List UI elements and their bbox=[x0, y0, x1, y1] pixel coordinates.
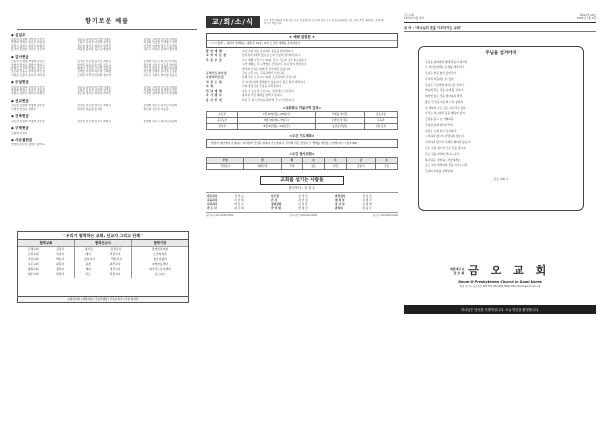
denomination-line-2: 장 로 회 bbox=[453, 270, 465, 275]
table-cell: 청년부 bbox=[207, 123, 238, 129]
news-label: 여 전 도 회 bbox=[206, 79, 222, 84]
staff-name: 한 정 민 bbox=[298, 206, 308, 211]
news-item bbox=[206, 94, 398, 97]
poem-line: 그 자녀들에게도 은혜를 베푸신다. bbox=[425, 65, 465, 70]
partner-name: 노인복지관 bbox=[153, 251, 167, 256]
poem-line: 교만하지 않으며 무례히 행하지 않는다. bbox=[425, 140, 471, 145]
partner-name: 인도 bbox=[85, 272, 91, 277]
partner-name: 태국 bbox=[85, 251, 91, 256]
table-cell: 주방 bbox=[281, 163, 303, 169]
partner-contact: 이목사 bbox=[56, 251, 65, 256]
edu-schedule-title: <교회학교 여름사역 일정> bbox=[282, 106, 322, 111]
offering-name-list: 김동환 김명희 김미경 김상진 박경희 박명수 송민호 이영선 임정숙 정현수 최미숙 한철민 홍성미 황정아 강민수 조은희 bbox=[11, 37, 45, 52]
staff-role: 재 정 부 bbox=[335, 197, 345, 202]
news-text: 각 여전도회별 월례회가 있습니다. 많은 참석 바랍니다. bbox=[242, 79, 306, 84]
table-header-cell: 수 bbox=[303, 158, 325, 164]
table-cell: 8월 3일(화)~7일(토) bbox=[238, 117, 316, 123]
service-table bbox=[206, 157, 398, 170]
offering-name-list: 김동환 김명희 박경희 송민호 이영선 임정숙 정현수 bbox=[11, 104, 45, 111]
offering-name-list: 강성훈 고미경 김민정 김태호 류정희 박준영 신혜영 오세진 이상민 임미현 정수연 조현철 차은주 최성민 하정미 황보영 bbox=[143, 37, 178, 52]
partner-name: 장애인복지회 bbox=[151, 246, 169, 251]
poem-line: 이 세상의 모든 것은 지나가고 있다. bbox=[425, 105, 467, 110]
poem-line: 우리는 하나님의 뜻을 행하며 살자. bbox=[425, 111, 466, 116]
partner-contact: 정선교사 bbox=[109, 267, 121, 272]
poem-signature: - 금오 교회 시 - bbox=[491, 177, 511, 182]
news-item bbox=[206, 99, 398, 102]
founding-date: 1970년 4월 개척 bbox=[404, 17, 424, 21]
table-cell: 주제를 알아봄 bbox=[315, 112, 364, 118]
news-text: 교회 창립기념 주일을 준비합니다. bbox=[242, 84, 282, 89]
offering-name-list: 김동환 김명희 박경희 송민호 이영선 임정숙 정현수 최미숙 한철민 홍성미 황정아 강민수 조은희 김동규 문미란 박소영 서정훈 오현주 윤석진 이미정 bbox=[11, 60, 45, 77]
offering-section-head: ◆ 주일헌금 bbox=[11, 80, 29, 85]
news-text: 수요 예배 오후 7시 30분, 금요 기도회 오후 8시입니다. bbox=[242, 57, 307, 62]
staff-name: 최 은 희 bbox=[234, 206, 244, 211]
partner-name: 예수교회 bbox=[27, 272, 39, 277]
offering-section-body bbox=[11, 86, 203, 96]
offering-name-list bbox=[143, 132, 203, 135]
worship-notice-body: ♡ 7시 월례 ~ 새내기 함께하는 예배 후 10분, 지하 소강당 예배실 공지합니다. bbox=[209, 41, 301, 46]
staff-name: 이 조 현 bbox=[234, 197, 244, 202]
news-text: 지난 주일 새로 등록하신 분들을 환영합니다. bbox=[242, 48, 294, 53]
edu-schedule-table bbox=[206, 111, 398, 129]
staff-grid bbox=[206, 192, 398, 213]
offering-name-list: 김동환 김명희 박경희 송민호 bbox=[11, 119, 45, 123]
news-label: 구역인도자모임 bbox=[206, 70, 227, 75]
news-text: 다음 주 토요일 오후 3시, 본당에서 드립니다. bbox=[242, 88, 295, 93]
staff-name: 김 장 균 bbox=[362, 193, 372, 198]
news-item bbox=[206, 81, 398, 84]
poem-title: 주님을 섬겨야지 bbox=[485, 51, 517, 56]
offering-name-list: 조현철 차은주 최성민 하정미 bbox=[143, 119, 178, 123]
staff-role: 봉 사 부 bbox=[335, 202, 345, 207]
news-text: 담임목사님께서 월요일 노회 모임에 참석하십니다. bbox=[242, 53, 301, 58]
divider bbox=[404, 22, 596, 23]
news-text: 구역 예배는 각 구역별로 모입니다. 속히 참석 바랍니다. bbox=[242, 62, 307, 67]
table-cell: 꽃꽂이 bbox=[346, 163, 376, 169]
partner-row bbox=[18, 273, 74, 278]
divider bbox=[17, 29, 197, 30]
offering-section-body bbox=[11, 60, 203, 77]
staff-role: 선교목사 bbox=[207, 202, 218, 207]
poem-line: 좋은 것 만을 마음에 두어 살아라. bbox=[425, 99, 464, 104]
offering-section-body bbox=[11, 132, 203, 135]
table-cell: 8월 9일(월)~13일(금) bbox=[238, 123, 316, 129]
cover-panel bbox=[404, 14, 596, 314]
poem-box bbox=[418, 46, 584, 211]
table-cell: 청소 bbox=[303, 163, 325, 169]
partner-footer: ◎원정교회 / 재정자료 / 주보간행물 / 기독교선교 / 다른 현지인 bbox=[18, 296, 188, 302]
table-row bbox=[207, 123, 398, 129]
staff-name: 이 지 훈 bbox=[298, 202, 308, 207]
welcome-banner: 하나님은 당신을 사랑하십니다. 오늘 당신을 환영합니다. bbox=[404, 305, 596, 314]
table-cell: 강원 홍천 bbox=[364, 123, 397, 129]
partner-column-head: 협력교회 bbox=[18, 240, 74, 247]
news-list bbox=[206, 50, 398, 103]
poem-lines bbox=[425, 61, 577, 174]
staff-banner: 교회를 섬기는 사람들 bbox=[260, 176, 344, 186]
news-text: 다음 주 봉사 당번을 확인해 주시기 바랍니다. bbox=[242, 97, 295, 102]
staff-role: 간 사 bbox=[271, 197, 278, 202]
table-cell: 농촌봉사활동 bbox=[315, 123, 364, 129]
partner-name: 평화교회 bbox=[27, 267, 39, 272]
poem-line: 주님은 그들에게 찾아오실 것이다. bbox=[425, 82, 465, 87]
contact-item: 담임목사 010-0000-0000 bbox=[206, 214, 234, 218]
news-label bbox=[206, 63, 242, 66]
church-address: 경북 구미시 금오산로 000 TEL 054-000-0000 http://www.geumoch.org bbox=[459, 285, 541, 288]
contact-item: 교회사무실 000-000-0000 bbox=[289, 214, 318, 218]
offering-name-list bbox=[77, 132, 137, 135]
news-label: 국 가 행 사 bbox=[206, 93, 222, 98]
service-title: <주간 봉사위원> bbox=[289, 152, 315, 157]
issue-number: 제102권 26호 bbox=[579, 14, 596, 17]
news-label: 구역리더모임 bbox=[206, 75, 224, 80]
worship-notice bbox=[206, 33, 398, 48]
denomination-line-1: 대한예수교 bbox=[449, 266, 465, 271]
offering-name-list: 김동규 문미란 박소영 서정훈 오현주 윤석진 이미정 장성호 전은영 정진우 최현숙 한지민 허윤정 홍지훈 김은숙 배정미 bbox=[77, 37, 111, 52]
poem-line: 하나님을 사랑하는 자들에게는 bbox=[425, 157, 461, 162]
offering-section-head: ◆ 사순절헌금 bbox=[11, 137, 33, 142]
prayer-text: "범일지 재단에서 운영하는 복지관의 건립을 위하여 기도합니다. 우리의 작은 정성이 큰 열매를 맺기를 소망합니다." (창 1:28) bbox=[206, 139, 398, 148]
news-label: 헌 당 예 배 bbox=[206, 88, 222, 93]
partner-name: 청소년쉼터 bbox=[153, 257, 167, 262]
table-header-cell: 금 bbox=[346, 158, 376, 164]
table-cell: 수련회 및 캠프 bbox=[315, 117, 364, 123]
offering-name-list bbox=[143, 143, 203, 146]
partner-name: 시온교회 bbox=[27, 262, 39, 267]
partner-name: 사랑교회 bbox=[27, 257, 39, 262]
offering-name-list: 김동규 문미란 박소영 서정훈 오현주 윤석진 이미정 장성호 전은영 정진우 최현숙 한지민 bbox=[77, 85, 111, 96]
partner-name: 호스피스 bbox=[154, 272, 166, 277]
church-short-name: 금오교회 bbox=[404, 14, 415, 17]
news-item bbox=[206, 85, 398, 88]
offering-title: 향기로운 예물 bbox=[85, 18, 129, 25]
table-cell: 중고등부 bbox=[207, 117, 238, 123]
partner-row bbox=[132, 273, 188, 278]
news-text: 광복절 기념 예배를 함께 드립니다. bbox=[242, 93, 283, 98]
offering-name-list: 김동환 김명희 김미경 김상진 박경희 박명수 송민호 이영선 임정숙 정현수 최미숙 한철민 bbox=[11, 85, 45, 96]
partner-name: 소망교회 bbox=[27, 251, 39, 256]
partner-row bbox=[75, 273, 131, 278]
partner-columns bbox=[18, 240, 188, 278]
news-label: 봉 사 안 내 bbox=[206, 97, 222, 102]
news-item bbox=[206, 68, 398, 71]
news-panel bbox=[206, 14, 398, 314]
news-text: 제직회 모임은 예배 후 본당에서 있습니다. bbox=[242, 66, 292, 71]
staff-entry bbox=[334, 207, 398, 211]
table-cell: 차량 bbox=[324, 163, 346, 169]
news-label: 환 영 예 배 bbox=[206, 48, 222, 53]
staff-role: 교육목사 bbox=[207, 197, 218, 202]
contact-bar bbox=[206, 215, 398, 218]
staff-role: 관리부 bbox=[335, 206, 343, 211]
offering-name-list: 장성호 전은영 정진우 최현숙 한지민 허윤정 홍지훈 김은숙 배정미 강성훈 고미경 김민정 김태호 류정희 박준영 신혜영 오세진 이상민 임미현 정수연 bbox=[77, 60, 111, 77]
partner-contact: 박목사 bbox=[56, 257, 65, 262]
staff-role: 찬 양 대 bbox=[271, 206, 281, 211]
staff-entry bbox=[270, 207, 334, 211]
offering-section-body bbox=[11, 143, 203, 146]
staff-name: 정 용 수 bbox=[362, 206, 372, 211]
staff-name: 김 민 정 bbox=[298, 197, 308, 202]
worship-notice-title: ★ 예배 알림판 ★ bbox=[207, 34, 397, 41]
poem-line: 주님의 이름을 찬양하세. bbox=[425, 169, 454, 174]
news-label: 주 중 모 임 bbox=[206, 57, 222, 62]
table-header-cell: 목 bbox=[324, 158, 346, 164]
offering-panel bbox=[11, 14, 203, 314]
poem-line: 사랑은 오래 참고 온유하다. bbox=[425, 128, 457, 133]
offering-sections bbox=[11, 33, 203, 147]
table-cell: 초등교실 bbox=[364, 112, 397, 118]
offering-section-head: ◆ 선교헌금 bbox=[11, 98, 29, 103]
partner-name: 케냐 bbox=[85, 267, 91, 272]
poem-line: 우리의 마음에는 서 있다. bbox=[425, 76, 455, 81]
poem-line: 모든 것을 바라며 견디느니라. bbox=[425, 151, 460, 156]
staff-role: 관리집사 bbox=[335, 193, 346, 198]
partner-name: 몽골 bbox=[85, 262, 91, 267]
partner-name: 은혜교회 bbox=[27, 246, 39, 251]
news-header bbox=[206, 14, 398, 30]
partner-contact: 김목사 bbox=[56, 246, 65, 251]
poem-line: 세상에 있는 것을 좋아하지 말라. bbox=[425, 94, 464, 99]
table-header-cell: 월 bbox=[244, 158, 281, 164]
offering-name-list: 조현철 차은주 최성민 하정미 황보영 김수진 이동훈 박미란 서은영 장민호 정혜원 최준혁 한소영 강태우 윤미경 오정훈 이은주 김현우 박지영 신동욱 bbox=[143, 60, 178, 77]
staff-name: 김 성 민 bbox=[298, 193, 308, 198]
news-item bbox=[206, 50, 398, 53]
poem-line: 주님은 얼굴 없이 들어간다. bbox=[425, 71, 457, 76]
table-cell: 교육관 bbox=[364, 117, 397, 123]
offering-name-list: 조현철 차은주 최성민 하정미 황보영 김수진 이동훈 bbox=[143, 104, 178, 111]
staff-name: 박 조 수 bbox=[234, 202, 244, 207]
news-label: 교 회 bbox=[206, 84, 214, 89]
news-item bbox=[206, 90, 398, 93]
staff-name: 김 인 순 bbox=[234, 193, 244, 198]
staff-name: 김 명 국 bbox=[362, 197, 372, 202]
news-item bbox=[206, 54, 398, 57]
offering-name-list: 강성훈 고미경 김민정 김태호 류정희 박준영 신혜영 오세진 이상민 임미현 정수연 조현철 bbox=[143, 85, 178, 96]
table-header-cell: 토 bbox=[376, 158, 398, 164]
poem-line: 주님과 함께 걸어가리라. bbox=[425, 122, 454, 127]
partner-contact: 정목사 bbox=[56, 267, 65, 272]
offering-section-body bbox=[11, 120, 203, 123]
offering-section-head: ◆ 건축헌금 bbox=[11, 114, 29, 119]
offering-name-list bbox=[77, 143, 137, 146]
poem-line: 시기하지 않으며 자랑하지 않는다. bbox=[425, 134, 465, 139]
partner-column bbox=[75, 240, 132, 278]
offering-section-body bbox=[11, 38, 203, 52]
table-cell: 주보 bbox=[376, 163, 398, 169]
partner-contact: 김선교사 bbox=[110, 246, 122, 251]
offering-name-list: 박경희 송민호 정현수 최미숙 bbox=[11, 143, 45, 147]
partner-contact: 최목사 bbox=[56, 262, 65, 267]
church-english-name: Geum-O Presbyterian Church in Gumi Korea bbox=[458, 279, 542, 284]
partner-name: 캄보디아 bbox=[84, 257, 95, 262]
denomination bbox=[450, 267, 465, 275]
poem-line: 모든 것이 합력하여 선을 이루느니라. bbox=[425, 163, 469, 168]
offering-section-body bbox=[11, 104, 203, 111]
partner-contact: 박선교사 bbox=[111, 257, 122, 262]
partner-box bbox=[17, 231, 189, 303]
staff-role: 사무장 bbox=[271, 193, 279, 198]
church-motto: 표 어 : "하나님의 뜻을 이루어가는 교회" bbox=[404, 26, 462, 31]
news-text: 둘째 주일 오후 2시 30분 소강당에서 모입니다. bbox=[242, 75, 298, 80]
staff-role: 청년담당 bbox=[271, 202, 282, 207]
poem-line: 마음에 맞는 것을 보게 될 것이다. bbox=[425, 88, 464, 93]
staff-role: 전 도 사 bbox=[207, 206, 217, 211]
staff-role: 원로목사 bbox=[207, 193, 218, 198]
news-text: 주일 오후 1시, 교육관에서 모입니다. bbox=[242, 70, 286, 75]
partner-name: 필리핀 bbox=[84, 246, 93, 251]
table-cell: 예배안내 bbox=[244, 163, 281, 169]
partner-contact: 이선교사 bbox=[109, 251, 121, 256]
offering-name-list: 장성호 전은영 정진우 최현숙 한지민 허윤정 홍지훈 bbox=[77, 104, 111, 111]
partner-contact: 최선교사 bbox=[109, 262, 121, 267]
staff-name: 신 재 현 bbox=[362, 202, 372, 207]
offering-name-list: 김명희 이영선 bbox=[11, 131, 28, 135]
poem-line: 소망을 품고 늘 기뻐하라. bbox=[425, 117, 455, 122]
table-cell: 초등부 bbox=[207, 112, 238, 118]
church-name: 금 오 교 회 bbox=[468, 264, 551, 277]
senior-pastor: 담임목사 : 김 성 수 bbox=[288, 186, 316, 191]
partner-title: ♡우리가 협력하는 교회, 선교지 그리고 단체♡ bbox=[18, 232, 188, 240]
news-item bbox=[206, 72, 398, 75]
news-item bbox=[206, 63, 398, 66]
offering-section-head: ◆ 구제헌금 bbox=[11, 126, 29, 131]
poem-line: 모든 것을 참으며 모든 것을 믿으며 bbox=[425, 145, 466, 150]
partner-column-head: 협력선교사 bbox=[75, 240, 131, 247]
contact-item: 전도사 010-0000-0000 bbox=[372, 214, 398, 218]
prayer-title: <주간 기도제목> bbox=[289, 133, 315, 138]
offering-section-head: ◆ 십일조 bbox=[11, 32, 26, 37]
poem-line: 주님을 경외하면 경배 받을지 알아라. bbox=[425, 59, 469, 64]
offering-name-list: 장성호 전은영 정진우 최현숙 bbox=[77, 119, 111, 123]
church-identity bbox=[404, 264, 596, 288]
partner-contact: 한선교사 bbox=[109, 272, 121, 277]
partner-contact: 한목사 bbox=[56, 272, 65, 277]
partner-name: 외국인노동자센터 bbox=[149, 267, 171, 272]
partner-column-head: 협력기관 bbox=[132, 240, 188, 247]
news-intro: 지난 주일 예배에 함께 하신 모든 분들께 감사드리며 새로 오신 분들을 환영합니다. 다음 주일 예배에도 함께 해 주시기 바랍니다. bbox=[263, 18, 384, 25]
staff-entry bbox=[206, 207, 270, 211]
partner-name: 지역아동센터 bbox=[151, 262, 169, 267]
news-label: 교 역 자 동 정 bbox=[206, 53, 227, 58]
partner-column bbox=[18, 240, 75, 278]
offering-section-head: ◆ 감사헌금 bbox=[11, 54, 29, 59]
table-cell: 식당봉사 bbox=[207, 163, 244, 169]
divider bbox=[404, 31, 596, 32]
partner-column bbox=[132, 240, 188, 278]
table-row bbox=[207, 163, 398, 169]
table-header-cell: 주일 bbox=[207, 158, 244, 164]
table-header-cell: 화 bbox=[281, 158, 303, 164]
news-title: 교/회/소/식 bbox=[206, 16, 260, 29]
issue-date: 2004년 7월 4일 bbox=[576, 17, 596, 21]
issue-header bbox=[404, 14, 596, 20]
table-cell: 7월 26일(월)~28일(수) bbox=[238, 112, 316, 118]
